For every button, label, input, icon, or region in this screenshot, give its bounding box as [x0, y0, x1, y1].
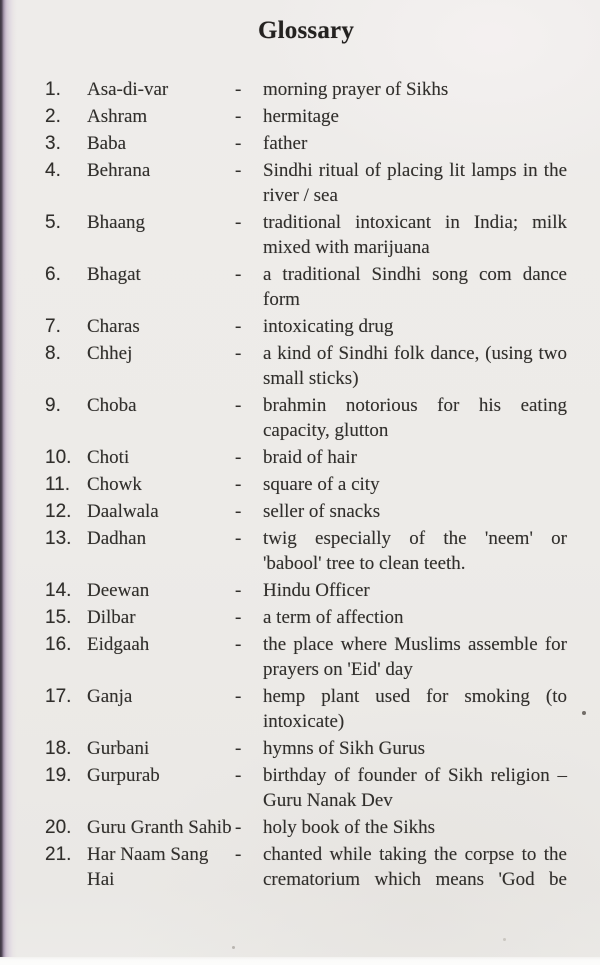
entry-term: Bhaang [87, 212, 146, 233]
definition-line: intoxicating drug [263, 316, 394, 337]
entry-definition [263, 393, 567, 443]
entry-separator: - [235, 79, 242, 100]
entry-separator: - [235, 817, 242, 838]
glossary-entry [45, 445, 567, 470]
entry-definition [263, 763, 567, 813]
glossary-entry [45, 815, 567, 840]
entry-number: 5. [45, 212, 61, 233]
entry-number: 18. [45, 738, 72, 759]
entry-term: Bhagat [87, 264, 141, 285]
glossary-entry [45, 158, 567, 208]
definition-line: intoxicate) [263, 711, 345, 732]
glossary-entry [45, 314, 567, 339]
entry-number: 11. [45, 474, 71, 495]
definition-line: seller of snacks [263, 501, 381, 522]
entry-number: 15. [45, 607, 72, 628]
definition-line: prayers on 'Eid' day [263, 659, 413, 680]
entry-separator: - [235, 607, 242, 628]
entry-term: Ganja [87, 686, 133, 707]
definition-line: Guru Nanak Dev [263, 790, 393, 811]
glossary-entry [45, 526, 567, 576]
entry-separator: - [235, 580, 242, 601]
entry-separator: - [235, 765, 242, 786]
entry-term: Gurpurab [87, 765, 160, 786]
entry-number: 19. [45, 765, 72, 786]
entry-separator: - [235, 264, 242, 285]
entry-number: 20. [45, 817, 72, 838]
definition-line: traditional intoxicant in India; milk [263, 212, 567, 233]
entry-number: 3. [45, 133, 61, 154]
entry-definition [263, 314, 567, 339]
entry-term: Gurbani [87, 738, 150, 759]
glossary-entry [45, 341, 567, 391]
glossary-entry [45, 104, 567, 129]
scan-speck [232, 946, 235, 949]
entry-term: Deewan [87, 580, 150, 601]
entry-term: Har Naam Sang Hai [87, 844, 209, 890]
entry-separator: - [235, 474, 242, 495]
definition-line: a term of affection [263, 607, 404, 628]
glossary-entry [45, 605, 567, 630]
entry-term: Baba [87, 133, 127, 154]
glossary-entry [45, 578, 567, 603]
definition-line: twig especially of the 'neem' or [263, 528, 567, 549]
entry-term: Dilbar [87, 607, 136, 628]
entry-definition [263, 210, 567, 260]
entry-term: Chowk [87, 474, 142, 495]
entry-definition [263, 472, 567, 497]
entry-separator: - [235, 738, 242, 759]
entry-term: Behrana [87, 160, 151, 181]
entry-definition [263, 341, 567, 391]
book-binding-edge [0, 0, 17, 957]
entry-definition [263, 736, 567, 761]
entry-separator: - [235, 212, 242, 233]
entry-separator: - [235, 133, 242, 154]
entry-term: Dadhan [87, 528, 147, 549]
glossary-entry [45, 393, 567, 443]
definition-line: small sticks) [263, 368, 359, 389]
entry-term: Choba [87, 395, 137, 416]
entry-separator: - [235, 106, 242, 127]
entry-number: 7. [45, 316, 61, 337]
entry-separator: - [235, 447, 242, 468]
entry-separator: - [235, 160, 242, 181]
entry-number: 14. [45, 580, 72, 601]
entry-separator: - [235, 316, 242, 337]
entry-separator: - [235, 501, 242, 522]
entry-number: 16. [45, 634, 72, 655]
entry-number: 4. [45, 160, 61, 181]
definition-line: holy book of the Sikhs [263, 817, 436, 838]
glossary-entry [45, 77, 567, 102]
entry-definition [263, 104, 567, 129]
definition-line: 'babool' tree to clean teeth. [263, 553, 466, 574]
entry-number: 6. [45, 264, 61, 285]
glossary-entry [45, 499, 567, 524]
entry-definition [263, 262, 567, 312]
entry-definition [263, 131, 567, 156]
entry-number: 2. [45, 106, 61, 127]
definition-line: hermitage [263, 106, 339, 127]
definition-line: Sindhi ritual of placing lit lamps in the [263, 160, 567, 181]
definition-line: square of a city [263, 474, 380, 495]
entry-number: 12. [45, 501, 72, 522]
entry-definition [263, 842, 567, 892]
entry-definition [263, 684, 567, 734]
entry-term: Chhej [87, 343, 133, 364]
definition-line: birthday of founder of Sikh religion – [263, 765, 567, 786]
entry-term: Choti [87, 447, 130, 468]
entry-separator: - [235, 343, 242, 364]
entry-definition [263, 77, 567, 102]
entry-definition [263, 578, 567, 603]
entry-number: 17. [45, 686, 72, 707]
entry-separator: - [235, 686, 242, 707]
glossary-list [45, 77, 567, 894]
glossary-entry [45, 131, 567, 156]
glossary-entry [45, 632, 567, 682]
definition-line: mixed with marijuana [263, 237, 430, 258]
entry-term: Charas [87, 316, 140, 337]
definition-line: the place where Muslims assemble for [263, 634, 567, 655]
definition-line: Hindu Officer [263, 580, 370, 601]
glossary-entry [45, 472, 567, 497]
entry-definition [263, 815, 567, 840]
glossary-entry [45, 210, 567, 260]
definition-line: braid of hair [263, 447, 357, 468]
entry-term: Daalwala [87, 501, 159, 522]
glossary-entry [45, 763, 567, 813]
entry-definition [263, 605, 567, 630]
entry-number: 1. [45, 79, 61, 100]
entry-separator: - [235, 395, 242, 416]
scanner-edge [0, 957, 600, 965]
entry-separator: - [235, 844, 242, 865]
entry-number: 10. [45, 447, 72, 468]
entry-definition [263, 526, 567, 576]
definition-line: hemp plant used for smoking (to [263, 686, 567, 707]
definition-line: a kind of Sindhi folk dance, (using two [263, 343, 567, 364]
definition-line: capacity, glutton [263, 420, 389, 441]
definition-line: chanted while taking the corpse to the [263, 844, 567, 865]
glossary-entry [45, 736, 567, 761]
entry-separator: - [235, 528, 242, 549]
definition-line: brahmin notorious for his eating [263, 395, 567, 416]
definition-line: morning prayer of Sikhs [263, 79, 449, 100]
entry-definition [263, 445, 567, 470]
entry-definition [263, 158, 567, 208]
entry-definition [263, 632, 567, 682]
glossary-entry [45, 842, 567, 892]
definition-line: hymns of Sikh Gurus [263, 738, 426, 759]
definition-line: crematorium which means 'God be [263, 869, 567, 890]
entry-term: Ashram [87, 106, 148, 127]
definition-line: father [263, 133, 308, 154]
entry-number: 8. [45, 343, 61, 364]
definition-line: river / sea [263, 185, 338, 206]
entry-term: Eidgaah [87, 634, 150, 655]
definition-line: a traditional Sindhi song com dance [263, 264, 567, 285]
scan-speck [503, 938, 506, 941]
page-title: Glossary [257, 17, 355, 44]
glossary-entry [45, 262, 567, 312]
entry-number: 9. [45, 395, 61, 416]
entry-term: Guru Granth Sahib [87, 817, 232, 838]
scan-speck [582, 711, 586, 715]
definition-line: form [263, 289, 300, 310]
entry-definition [263, 499, 567, 524]
entry-separator: - [235, 634, 242, 655]
glossary-entry [45, 684, 567, 734]
entry-term: Asa-di-var [87, 79, 169, 100]
entry-number: 21. [45, 844, 72, 865]
entry-number: 13. [45, 528, 72, 549]
